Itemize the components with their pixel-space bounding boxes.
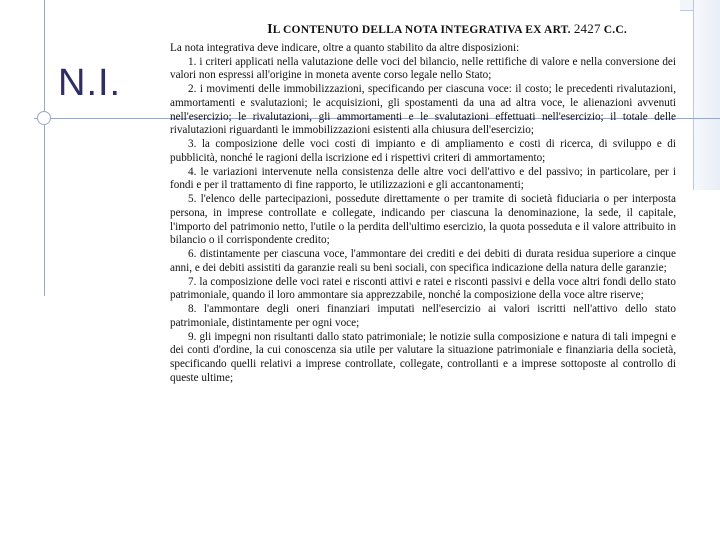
title-text: L CONTENUTO DELLA NOTA INTEGRATIVA EX ART.: [272, 24, 571, 36]
title-article: 2427: [573, 21, 601, 36]
list-item: 1. i criteri applicati nella valutazione delle voci del bilancio, nelle rettifiche di valore e nella conversione dei valori non espressi all'origine in moneta avente corso legale nello Stato;: [170, 55, 676, 82]
title-first-letter: I: [267, 22, 273, 37]
document-scan: [170, 22, 676, 536]
list-item: 4. le variazioni intervenute nella consistenza delle altre voci dell'attivo e del passivo; in particolare, per i fondi e per il trattamento di fine rapporto, le utilizzazioni e gli accantonamenti;: [170, 165, 676, 192]
list-item: 3. la composizione delle voci costi di impianto e di ampliamento e costi di ricerca, di sviluppo e di pubblicità, nonché le ragioni della iscrizione ed i rispettivi criteri di ammortamento;: [170, 138, 676, 164]
list-item: 5. l'elenco delle partecipazioni, possedute direttamente o per tramite di società fiduciaria o per interposta persona, in imprese controllate e collegate, indicando per ciascuna la denominazione, la sede, il capitale, l'importo del patrimonio netto, l'utile o la perdita dell'ultimo esercizio, la quota posseduta e il valore attribuito in bilancio o il corrispondente credito;: [170, 193, 676, 247]
list-item: 8. l'ammontare degli oneri finanziari imputati nell'esercizio ai valori iscritti nell'attivo dello stato patrimoniale, distintamente per ogni voce;: [170, 303, 676, 329]
title-code: C.C.: [603, 24, 627, 36]
list-item: 7. la composizione delle voci ratei e risconti attivi e ratei e risconti passivi e della voce altri fondi dello stato patrimoniale, quando il loro ammontare sia apprezzabile, nonché la composizione della voce altre riserve;: [170, 275, 676, 302]
list-item: 9. gli impegni non risultanti dallo stato patrimoniale; le notizie sulla composizione e natura di tali impegni e dei conti d'ordine, la cui conoscenza sia utile per valutare la situazione patrimoniale e finanziaria della società, specificando quelli relativi a imprese controllate, collegate, controllanti e a imprese sottoposte al controllo di queste ultime;: [170, 330, 676, 384]
document-intro: La nota integrativa deve indicare, oltre a quanto stabilito da altre disposizioni:: [170, 41, 520, 54]
decor-circle-icon: [37, 111, 51, 125]
slide-title: N.I.: [58, 62, 122, 104]
list-item: 2. i movimenti delle immobilizzazioni, specificando per ciascuna voce: il costo; le precedenti rivalutazioni, ammortamenti e svalutazioni; le acquisizioni, gli spostamenti da una ad altra voce, le alienazioni avvenuti nell'esercizio; le rivalutazioni, gli ammortamenti e le svalutazioni effettuati nell'esercizio; il totale delle rivalutazioni riguardanti le immobilizzazioni esistenti alla chiusura dell'esercizio;: [170, 83, 676, 137]
corner-decoration: [693, 0, 720, 190]
document-title: [170, 22, 676, 38]
vertical-decor-line: [44, 0, 45, 296]
list-item: 6. distintamente per ciascuna voce, l'ammontare dei crediti e dei debiti di durata residua superiore a cinque anni, e dei debiti assistiti da garanzie reali su beni sociali, con specifica indicazione della natura delle garanzie;: [170, 248, 676, 274]
